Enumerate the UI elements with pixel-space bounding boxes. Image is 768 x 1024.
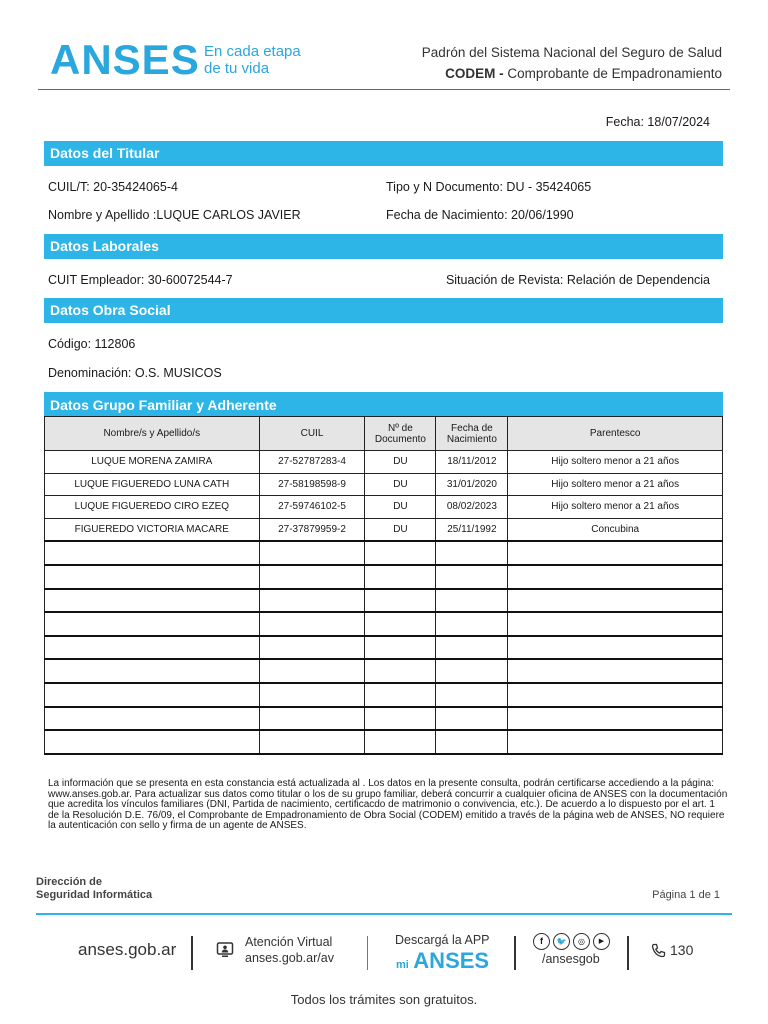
department-line-2: Seguridad Informática <box>36 889 153 901</box>
table-row <box>45 496 723 519</box>
empty-row <box>45 636 723 660</box>
mi-anses-app-link[interactable] <box>396 948 489 974</box>
website-link[interactable]: anses.gob.ar <box>78 940 177 959</box>
empty-row <box>45 707 723 731</box>
cell-parentesco: Hijo soltero menor a 21 años <box>508 473 723 496</box>
twitter-icon[interactable]: 🐦 <box>553 933 570 950</box>
title-line-1: Padrón del Sistema Nacional del Seguro de Salud <box>421 45 722 60</box>
atencion-virtual[interactable] <box>245 934 334 966</box>
table-row <box>45 518 723 541</box>
disclaimer-text: La información que se presenta en esta constancia está actualizada al . Los datos en la presente consulta, podrán certificarse accediendo a la página: www.anses.gob.ar. Para actualizar sus datos como titular o los de su grupo familiar, deberá concurrir a cualquier oficina de ANSES con la documentación que acredita los vínculos familiares (DNI, Partida de nacimiento, certificacdo de matrimonio o convivencia, etc.). De acuerdo a lo dispuesto por el art. 1 de la Resolución D.E. 76/09, el Comprobante de Empadronamiento de Obra Social (CODEM) emitido a través de la página web de ANSES, NO requiere la autenticación con sello y firma de un agente de ANSES. <box>48 778 728 831</box>
atencion-url: anses.gob.ar/av <box>245 951 334 965</box>
laborales-cuit: CUIT Empleador: 30-60072544-7 <box>48 273 233 287</box>
col-header-nacimiento: Fecha de Nacimiento <box>436 417 508 451</box>
cell-nacimiento: 18/11/2012 <box>436 451 508 474</box>
cell-documento: DU <box>365 518 436 541</box>
tagline-line-1: En cada etapa <box>204 43 301 60</box>
cell-cuil: 27-58198598-9 <box>259 473 365 496</box>
titular-nombre: Nombre y Apellido :LUQUE CARLOS JAVIER <box>48 208 301 222</box>
obra-social-codigo: Código: 112806 <box>48 337 136 351</box>
title-codem-desc: Comprobante de Empadronamiento <box>503 66 722 81</box>
cell-nombre: LUQUE FIGUEREDO LUNA CATH <box>45 473 260 496</box>
cell-documento: DU <box>365 496 436 519</box>
cell-documento: DU <box>365 473 436 496</box>
empty-row <box>45 659 723 683</box>
issue-date: Fecha: 18/07/2024 <box>605 115 710 129</box>
anses-logo: ANSES <box>50 36 200 83</box>
footer-separator <box>367 936 368 970</box>
section-titular: Datos del Titular <box>44 141 723 166</box>
empty-row <box>45 683 723 707</box>
atencion-title: Atención Virtual <box>245 935 333 949</box>
family-table <box>44 416 723 755</box>
app-mi-label: mi <box>396 959 409 971</box>
title-line-2 <box>422 63 722 84</box>
department-line-1: Dirección de <box>36 876 103 888</box>
cell-nombre: FIGUEREDO VICTORIA MACARE <box>45 518 260 541</box>
header-divider <box>38 89 730 90</box>
footer-separator <box>514 936 516 970</box>
col-header-cuil: CUIL <box>259 417 365 451</box>
footer-separator <box>191 936 193 970</box>
youtube-icon[interactable]: ▶ <box>593 933 610 950</box>
page-number: Página 1 de 1 <box>652 889 720 901</box>
cell-cuil: 27-59746102-5 <box>259 496 365 519</box>
tagline <box>204 43 301 77</box>
cell-cuil: 27-52787283-4 <box>259 451 365 474</box>
tagline-line-2: de tu vida <box>204 60 270 77</box>
document-title <box>422 42 722 84</box>
section-obra-social: Datos Obra Social <box>44 298 723 323</box>
facebook-icon[interactable]: f <box>533 933 550 950</box>
app-name-label: ANSES <box>413 948 490 973</box>
empty-row <box>45 612 723 636</box>
cell-nombre: LUQUE FIGUEREDO CIRO EZEQ <box>45 496 260 519</box>
phone-number[interactable]: 130 <box>670 942 694 958</box>
cell-nombre: LUQUE MORENA ZAMIRA <box>45 451 260 474</box>
cell-nacimiento: 31/01/2020 <box>436 473 508 496</box>
cell-parentesco: Hijo soltero menor a 21 años <box>508 496 723 519</box>
cell-nacimiento: 08/02/2023 <box>436 496 508 519</box>
phone-icon <box>651 943 667 964</box>
descarga-app-label: Descargá la APP <box>395 933 490 947</box>
table-header-row <box>45 417 723 451</box>
empty-row <box>45 730 723 754</box>
section-grupo-familiar: Datos Grupo Familiar y Adherente <box>44 392 723 416</box>
cell-documento: DU <box>365 451 436 474</box>
section-laborales: Datos Laborales <box>44 234 723 259</box>
instagram-icon[interactable]: ◎ <box>573 933 590 950</box>
col-header-parentesco: Parentesco <box>508 417 723 451</box>
obra-social-denominacion: Denominación: O.S. MUSICOS <box>48 366 222 380</box>
titular-nacimiento: Fecha de Nacimiento: 20/06/1990 <box>386 208 574 222</box>
social-icons <box>533 933 610 950</box>
table-row <box>45 451 723 474</box>
social-handle[interactable]: /ansesgob <box>542 952 600 966</box>
titular-tipo-doc: Tipo y N Documento: DU - 35424065 <box>386 180 592 194</box>
cell-nacimiento: 25/11/1992 <box>436 518 508 541</box>
titular-cuil: CUIL/T: 20-35424065-4 <box>48 180 178 194</box>
monitor-user-icon <box>216 941 234 964</box>
title-codem: CODEM - <box>445 66 504 81</box>
cell-parentesco: Hijo soltero menor a 21 años <box>508 451 723 474</box>
department-label <box>36 876 152 902</box>
table-row <box>45 473 723 496</box>
cell-cuil: 27-37879959-2 <box>259 518 365 541</box>
footer-divider <box>36 913 732 915</box>
cell-parentesco: Concubina <box>508 518 723 541</box>
free-procedures-note: Todos los trámites son gratuitos. <box>290 992 478 1007</box>
footer-separator <box>627 936 629 970</box>
empty-row <box>45 565 723 589</box>
empty-row <box>45 541 723 565</box>
empty-row <box>45 589 723 613</box>
col-header-nombre: Nombre/s y Apellido/s <box>45 417 260 451</box>
laborales-situacion: Situación de Revista: Relación de Dependencia <box>445 273 710 287</box>
col-header-documento: Nº de Documento <box>365 417 436 451</box>
